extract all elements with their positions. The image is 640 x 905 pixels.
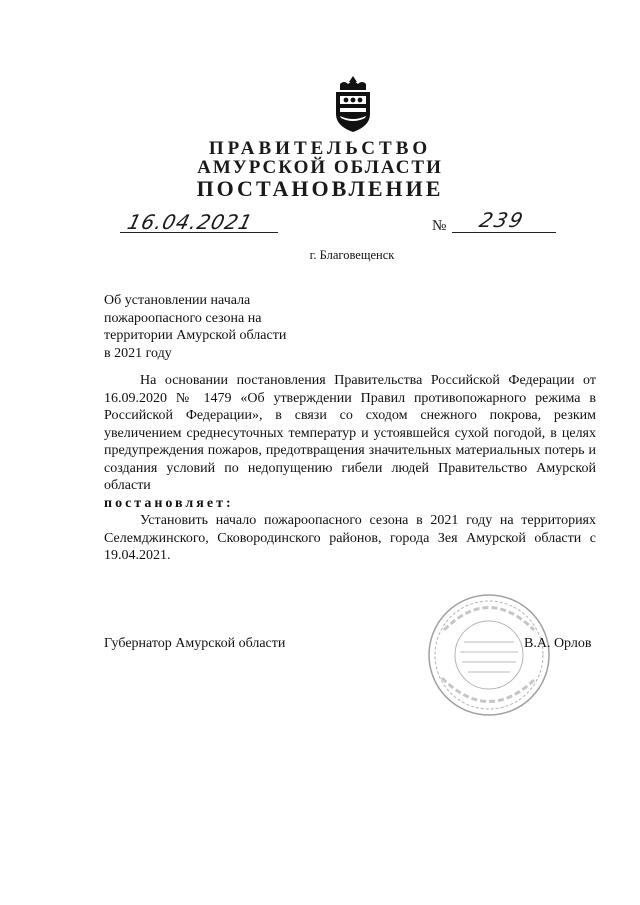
document-number: 239 <box>477 208 528 232</box>
document-subject <box>104 292 364 362</box>
document-type: ПОСТАНОВЛЕНИЕ <box>196 176 444 201</box>
date-underline <box>120 232 278 233</box>
subject-line: Об установлении начала <box>104 293 251 308</box>
document-date: 16.04.2021 <box>125 210 256 234</box>
subject-line: территории Амурской области <box>104 328 287 343</box>
coat-of-arms-icon <box>330 74 376 134</box>
resolution-item: Установить начало пожароопасного сезона в 2021 году на территориях Селемджинского, Сковородинского районов, города Зея Амурской области с 19.04.2021. <box>104 513 596 563</box>
subject-line: в 2021 году <box>104 345 172 361</box>
document-body <box>104 372 596 565</box>
signer-name: В.А. Орлов <box>524 636 592 651</box>
number-sign: № <box>432 218 447 234</box>
resolves-keyword: постановляет: <box>104 495 234 511</box>
subject-line: пожароопасного сезона на <box>104 310 262 326</box>
signer-position: Губернатор Амурской области <box>104 636 286 651</box>
government-name-line1: ПРАВИТЕЛЬСТВО <box>208 138 432 159</box>
preamble-paragraph: На основании постановления Правительства Российской Федерации от 16.09.2020 № 1479 «Об утверждении Правил противопожарного режима в Российской Федерации», в связи со сходом снежного покрова, резким увеличением среднесуточных температур и устоявшейся сухой погодой, в целях предупреждения пожаров, предотвращения значительных материальных потерь и создания условий по недопущению гибели людей Правительство Амурской области <box>104 373 596 493</box>
number-underline <box>452 232 556 233</box>
government-name-line2: АМУРСКОЙ ОБЛАСТИ <box>197 157 443 178</box>
official-seal-stamp <box>424 590 554 720</box>
city-name: г. Благовещенск <box>309 248 395 262</box>
